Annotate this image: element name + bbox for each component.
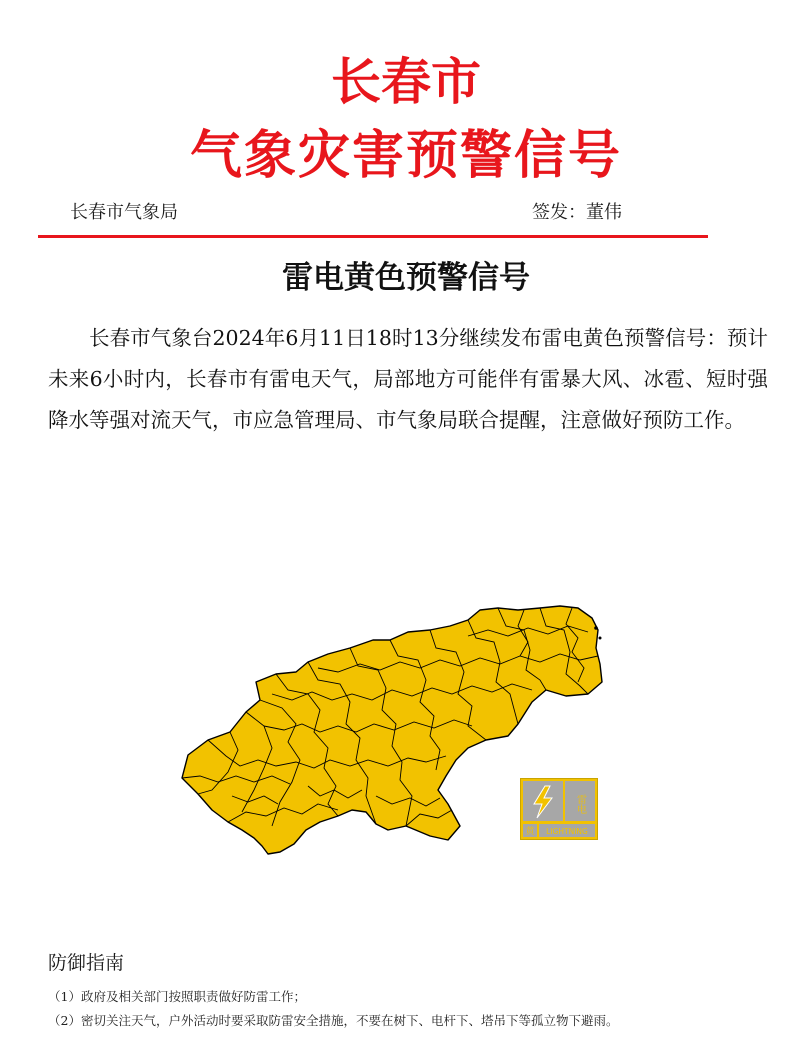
guide-item: （1）政府及相关部门按照职责做好防雷工作；: [48, 989, 306, 1004]
badge-text-bottom: 黄: [525, 827, 535, 837]
badge-text-en: LIGHTNING: [546, 827, 588, 836]
signer: 签发：董伟: [532, 202, 622, 223]
header-city: 长春市: [331, 53, 481, 111]
lightning-yellow-badge: [520, 778, 598, 840]
badge-text-top: 雷电: [574, 794, 586, 814]
issuer: 长春市气象局: [70, 202, 178, 223]
guide-item: （2）密切关注天气，户外活动时要采取防雷安全措施，不要在树下、电杆下、塔吊下等孤立物下避雨。: [48, 1013, 619, 1028]
signal-body: 长春市气象台2024年6月11日18时13分继续发布雷电黄色预警信号：预计未来6小时内，长春市有雷电天气，局部地方可能伴有雷暴大风、冰雹、短时强降水等强对流天气，市应急管理局、市气象局联合提醒，注意做好预防工作。: [48, 326, 768, 432]
warning-badge: [520, 778, 598, 840]
signal-title: 雷电黄色预警信号: [282, 260, 530, 296]
header-title: 气象灾害预警信号: [189, 126, 622, 186]
guide-heading: 防御指南: [48, 952, 125, 974]
header-divider: [38, 235, 708, 238]
